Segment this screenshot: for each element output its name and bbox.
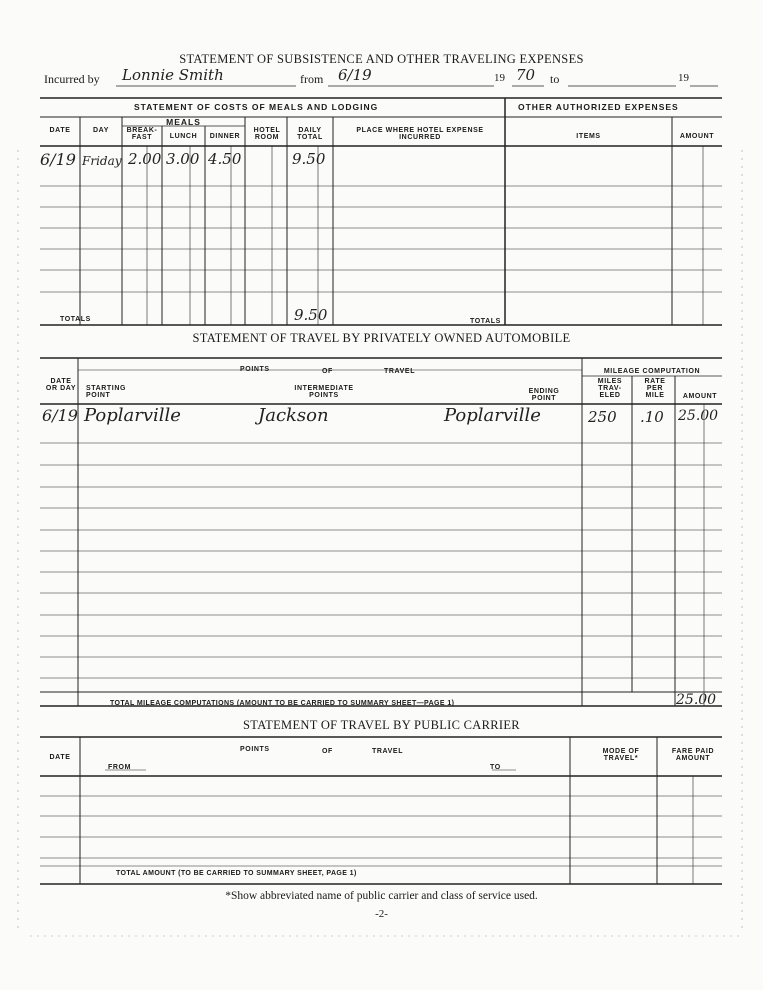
mileage-computation-label: MILEAGE COMPUTATION (603, 368, 701, 375)
meal-row-dinner[interactable]: 4.50 (208, 150, 242, 168)
carrier-section-title: STATEMENT OF TRAVEL BY PUBLIC CARRIER (243, 718, 520, 732)
col-items: ITEMS (576, 133, 601, 140)
auto-total-value[interactable]: 25.00 (676, 692, 717, 708)
auto-row-amount[interactable]: 25.00 (678, 408, 719, 424)
col-amount: AMOUNT (679, 133, 715, 140)
carrier-col-to: TO (490, 764, 501, 771)
carrier-points-label: POINTS (240, 746, 270, 753)
col-dinner: DINNER (209, 133, 241, 140)
year-value[interactable]: 70 (516, 66, 536, 84)
meals-totals-label: TOTALS (60, 316, 91, 323)
from-date-value[interactable]: 6/19 (338, 66, 372, 84)
incurred-by-label: Incurred by (44, 72, 100, 86)
auto-col-amount: AMOUNT (682, 393, 718, 400)
form-title: STATEMENT OF SUBSISTENCE AND OTHER TRAVELING EXPENSES (179, 52, 584, 66)
auto-row-ending[interactable]: Poplarville (444, 405, 541, 426)
auto-row-starting[interactable]: Poplarville (84, 405, 181, 426)
auto-section-title: STATEMENT OF TRAVEL BY PRIVATELY OWNED AUTOMOBILE (192, 331, 571, 345)
to-year-prefix: 19 (678, 72, 689, 84)
auto-of-label: OF (322, 368, 333, 375)
meal-row-breakfast[interactable]: 2.00 (128, 150, 162, 168)
carrier-col-mode: MODE OF TRAVEL* (602, 748, 640, 762)
auto-row-miles[interactable]: 250 (588, 408, 617, 426)
from-label: from (300, 72, 324, 86)
incurred-by-value[interactable]: Lonnie Smith (122, 66, 224, 84)
meals-label: MEALS (166, 117, 201, 127)
carrier-col-from: FROM (108, 764, 132, 771)
col-hotel-room: HOTEL ROOM (253, 127, 281, 141)
carrier-col-date: DATE (49, 754, 71, 761)
carrier-of-label: OF (322, 748, 333, 755)
meals-section-header: STATEMENT OF COSTS OF MEALS AND LODGING (134, 102, 379, 112)
auto-col-miles: MILES TRAV-ELED (597, 378, 623, 399)
carrier-travel-label: TRAVEL (372, 748, 404, 755)
auto-row-rate[interactable]: .10 (640, 408, 664, 426)
footnote: *Show abbreviated name of public carrier and class of service used. (225, 890, 538, 902)
meal-row-date[interactable]: 6/19 (40, 150, 76, 169)
other-expenses-header: OTHER AUTHORIZED EXPENSES (518, 102, 679, 112)
auto-col-rate: RATE PER MILE (644, 378, 666, 399)
col-day: DAY (93, 127, 109, 134)
to-label: to (550, 72, 560, 86)
col-lunch: LUNCH (169, 133, 198, 140)
auto-travel-label: TRAVEL (384, 368, 416, 375)
page-number: -2- (375, 908, 388, 920)
meal-row-lunch[interactable]: 3.00 (166, 150, 200, 168)
carrier-col-fare: FARE PAID AMOUNT (671, 748, 715, 762)
col-place: PLACE WHERE HOTEL EXPENSE INCURRED (356, 127, 484, 141)
carrier-total-label: TOTAL AMOUNT (TO BE CARRIED TO SUMMARY SHEET, PAGE 1) (116, 870, 357, 877)
auto-col-starting: STARTING POINT (86, 385, 127, 399)
col-date: DATE (49, 127, 71, 134)
meals-total-value[interactable]: 9.50 (294, 306, 328, 324)
auto-col-ending: ENDING POINT (528, 388, 560, 402)
col-breakfast: BREAK-FAST (126, 127, 158, 141)
auto-col-intermediate: INTERMEDIATE POINTS (294, 385, 354, 399)
auto-total-label: TOTAL MILEAGE COMPUTATIONS (AMOUNT TO BE CARRIED TO SUMMARY SHEET—PAGE 1) (110, 700, 455, 707)
year-prefix: 19 (494, 72, 505, 84)
auto-row-intermediate[interactable]: Jackson (258, 405, 329, 426)
other-totals-label: TOTALS (470, 318, 501, 325)
meal-row-daily-total[interactable]: 9.50 (292, 150, 326, 168)
auto-points-label: POINTS (240, 366, 270, 373)
auto-row-date[interactable]: 6/19 (42, 406, 78, 425)
meal-row-day[interactable]: Friday (82, 154, 122, 168)
auto-col-date: DATE OR DAY (45, 378, 77, 392)
col-daily-total: DAILY TOTAL (297, 127, 323, 141)
